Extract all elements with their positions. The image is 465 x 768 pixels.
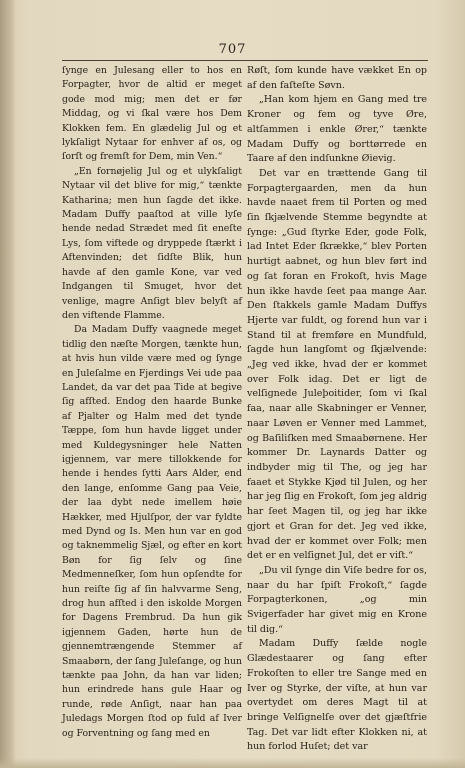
header-rule bbox=[62, 60, 428, 61]
paragraph: Det var en trættende Gang til Forpagtergaarden, men da hun havde naaet frem til Porten og med ſin ſkjælvende Stemme begyndte at ſynge: „Gud ſtyrke Eder, gode Folk, lad Intet Eder ſkrække,“ blev Porten hurtigt aabnet, og hun blev ført ind og ſat foran en Frokoſt, hvis Mage hun ikke havde ſeet paa mange Aar. Den ſtakkels gamle Madam Duffys Hjerte var fuldt, og forend hun var i Stand til at fremføre en Mundfuld, ſagde hun langſomt og ſkjælvende: „Jeg ved ikke, hvad der er kommet over Folk idag. Det er ligt de velſignede Juleþoitider, ſom vi ſkal faa, naar alle Skabninger er Venner, naar Løven er Venner med Lammet, og Baſiliſken med Smaabørnene. Her kommer Dr. Laynards Datter og indbyder mig til The, og jeg har faaet et Stykke Kjød til Julen, og her har jeg ſlig en Frokoſt, ſom jeg aldrig har ſeet Magen til, og jeg har ikke gjort et Gran for det. Jeg ved ikke, hvad der er kommet over Folk; men det er en velſignet Jul, det er viſt.“ bbox=[247, 167, 427, 562]
page-number: 707 bbox=[218, 42, 247, 57]
paragraph: Da Madam Duffy vaagnede meget tidlig den næſte Morgen, tænkte hun, at hvis hun vilde være med og ſynge en Juleſalme en Fjerdings Vei ude paa Landet, da var det paa Tide at begive ſig afſted. Endog den haarde Bunke af Pjalter og Halm med det tynde Tæppe, ſom hun havde ligget under med Kuldegysninger hele Natten igjennem, var mere tillokkende for hende i hendes ſytti Aars Alder, end den lange, enſomme Gang paa Veie, der laa dybt nede imellem høie Hækker, med Hjulſpor, der var fyldte med Dynd og Is. Men hun var en god og taknemmelig Sjæl, og efter en kort Bøn for ſig ſelv og ſine Medmenneſker, ſom hun opſendte for hun reiſte ſig af ſin halvvarme Seng, drog hun afſted i den iskolde Morgen for Dagens Frembrud. Da hun gik igjennem Gaden, hørte hun de gjennemtrængende Stemmer af Smaabørn, der ſang Juleſange, og hun tænkte paa John, da han var liden; hun erindrede hans gule Haar og runde, røde Anſigt, naar han paa Juledags Morgen ſtod op fuld af Iver og Forventning og ſang med en bbox=[62, 324, 242, 739]
paragraph: „Han kom hjem en Gang med tre Kroner og fem og tyve Øre, altſammen i enkle Ører,“ tænkte Madam Duffy og borttørrede en Taare af den indſunkne Øievig. bbox=[247, 94, 427, 165]
paragraph: Madam Duffy ſælde nogle Glædestaarer og ſang efter Frokoſten to eller tre Sange med en Iver og Styrke, der viſte, at hun var overtydet om deres Magt til at bringe Velſignelſe over det gjæſtfrie Tag. Det var lidt efter Klokken ni, at hun forlod Huſet; det var bbox=[247, 638, 427, 753]
paragraph: ſynge en Julesang eller to hos en Forpagter, hvor de altid er meget gode mod mig; men det er før Middag, og vi ſkal være hos Dem Klokken fem. En glædelig Jul og et lykſaligt Nytaar for enhver af os, og ſorſt og fremſt for Dem, min Ven.“ bbox=[62, 65, 242, 163]
page-bottom-edge bbox=[0, 758, 465, 768]
right-column bbox=[247, 64, 427, 755]
paragraph: „En fornøjelig Jul og et ulykſaligt Nytaar vil det blive for mig,“ tænkte Katharina; men hun ſagde det ikke. Madam Duffy paaſtod at ville lyſe hende nedad Strædet med ſit eneſte Lys, ſom viftede og dryppede ſtærkt i Aftenvinden; det ſidſte Blik, hun havde af den gamle Kone, var ved Indgangen til Smuget, hvor det venlige, magre Anſigt blev belyſt af den viftende Flamme. bbox=[62, 165, 242, 321]
paragraph: Røſt, ſom kunde have vækket En op af den faſteſte Søvn. bbox=[247, 65, 427, 91]
left-column bbox=[62, 64, 242, 741]
paragraph: „Du vil ſynge din Viſe bedre for os, naar du har ſpiſt Frokoſt,“ ſagde Forpagterkonen, „og min Svigerfader har givet mig en Krone til dig.“ bbox=[247, 564, 427, 635]
page-gutter bbox=[0, 0, 16, 768]
